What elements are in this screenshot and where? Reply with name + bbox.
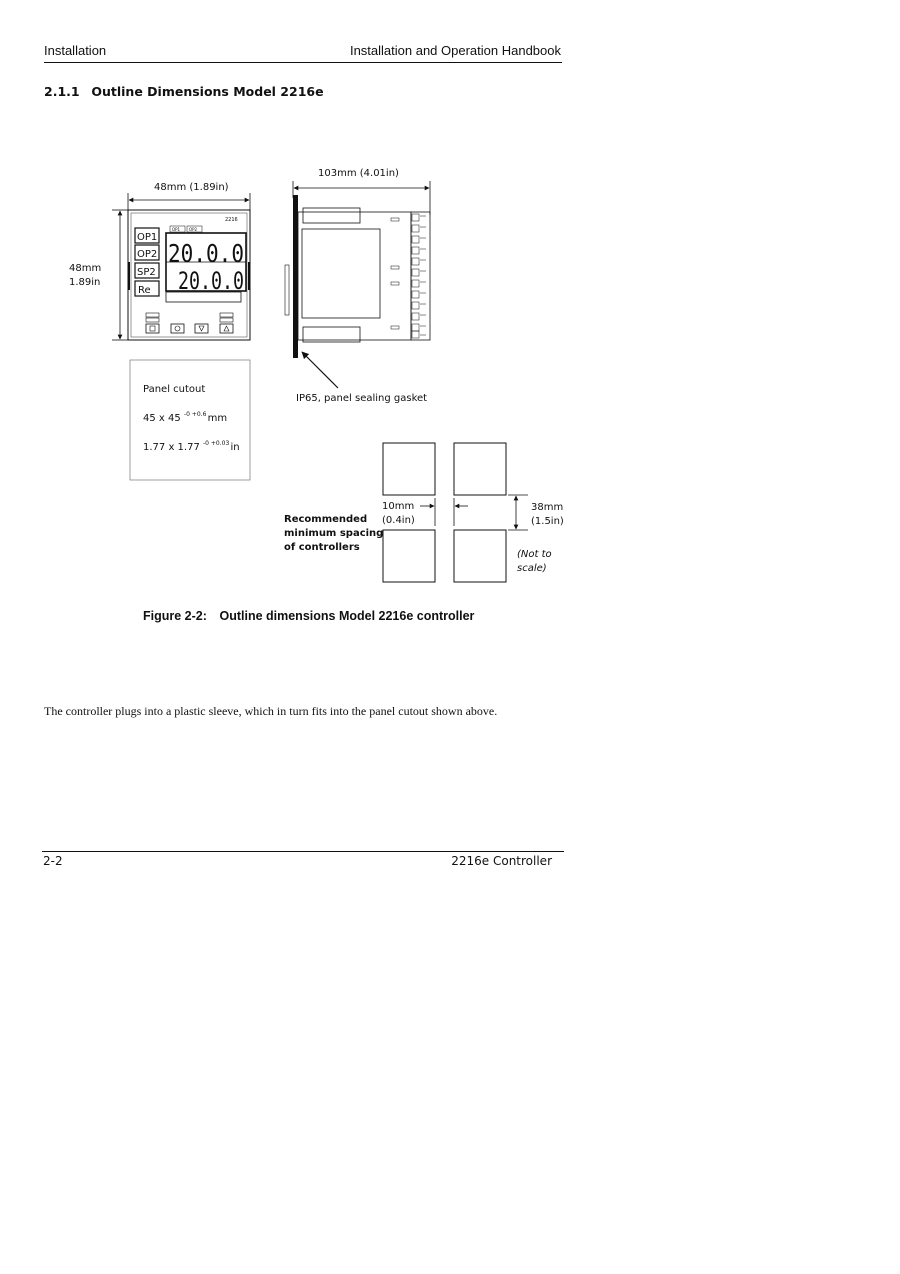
footer-left: 2-2 <box>43 854 63 868</box>
spacing-label-line1: Recommended <box>284 514 368 525</box>
indicator-op1: OP1 <box>137 232 158 243</box>
scroll-button-icon <box>171 324 184 333</box>
front-width-label: 48mm (1.89in) <box>154 182 229 193</box>
panel-cutout-box <box>130 360 250 480</box>
panel-cutout-mm <box>143 408 227 424</box>
panel-cutout-mm-unit: mm <box>207 413 228 424</box>
panel-cutout-in-tol: -0 +0.03 <box>203 440 230 447</box>
header-right: Installation and Operation Handbook <box>349 43 561 58</box>
section-title: Outline Dimensions Model 2216e <box>91 84 324 99</box>
panel-cutout-in-base: 1.77 x 1.77 <box>143 442 200 453</box>
display-lower-value: 20.0.0 <box>178 267 244 295</box>
front-height-mm: 48mm <box>69 263 102 274</box>
footer-rule <box>42 851 564 852</box>
gasket-pointer <box>296 352 427 404</box>
page-button-icon <box>146 324 159 333</box>
panel-cutout-mm-base: 45 x 45 <box>143 413 181 424</box>
section-number: 2.1.1 <box>44 84 80 99</box>
header-left: Installation <box>44 43 107 58</box>
panel-cutout-title: Panel cutout <box>143 384 206 395</box>
front-height-in: 1.89in <box>69 277 101 288</box>
spacing-horizontal-mm: 10mm <box>382 501 415 512</box>
front-height-dimension <box>69 210 128 340</box>
indicator-re: Re <box>138 285 151 296</box>
spacing-vertical-in: (1.5in) <box>531 516 564 527</box>
panel-cutout-mm-tol: -0 +0.6 <box>183 411 207 418</box>
side-depth-label: 103mm (4.01in) <box>318 168 399 179</box>
controller-side-view <box>285 195 430 358</box>
model-label: 2216 <box>225 217 238 223</box>
figure-caption <box>143 609 474 623</box>
spacing-diagram <box>284 443 564 582</box>
indicator-op2: OP2 <box>137 249 158 260</box>
not-to-scale-line2: scale) <box>517 563 547 574</box>
small-tag-op2: OP2 <box>189 227 198 232</box>
body-paragraph: The controller plugs into a plastic sleeve, which in turn fits into the panel cutout shown above. <box>44 704 498 718</box>
spacing-label-line2: minimum spacing <box>284 528 384 539</box>
figure-caption-label: Figure 2-2: <box>143 609 207 623</box>
outline-dimensions-figure <box>0 0 900 600</box>
figure-caption-text: Outline dimensions Model 2216e controller <box>219 609 475 623</box>
spacing-horizontal-in: (0.4in) <box>382 515 415 526</box>
small-tag-op1: OP1 <box>172 227 181 232</box>
not-to-scale-line1: (Not to <box>517 549 552 560</box>
indicator-sp2: SP2 <box>137 267 156 278</box>
display-upper-value: 20.0.0 <box>168 239 244 268</box>
footer-right: 2216e Controller <box>451 854 552 868</box>
panel-cutout-in-unit: in <box>230 442 240 453</box>
spacing-label-line3: of controllers <box>284 542 360 553</box>
terminal-strip <box>412 214 426 338</box>
panel-cutout-in <box>143 437 240 453</box>
controller-front-view <box>128 210 250 340</box>
front-width-dimension <box>128 182 250 210</box>
spacing-vertical-mm: 38mm <box>531 502 564 513</box>
gasket-label: IP65, panel sealing gasket <box>296 393 428 404</box>
